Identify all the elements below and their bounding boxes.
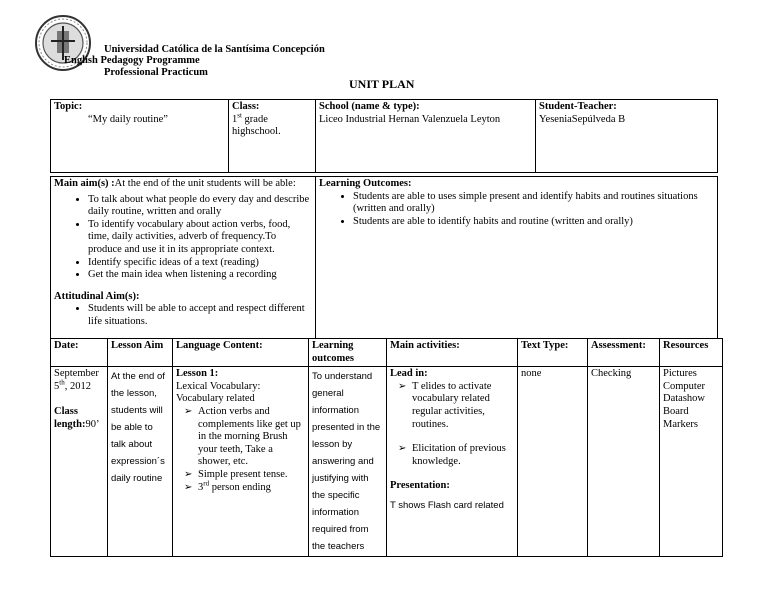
resource-item: Board xyxy=(663,405,689,417)
main-aim-item: • To identify vocabulary about action verbs, food, time, daily activities, adverb of frequency.To produce and use it in its appropriate context. xyxy=(88,219,312,257)
topic-value: “My daily routine” xyxy=(88,113,168,125)
attitudinal-aim-item: • Students will be able to accept and respect different life situations. xyxy=(88,303,312,328)
date-year: , 2012 xyxy=(64,380,91,392)
col-assessment: Assessment: xyxy=(591,340,646,351)
col-text-type: Text Type: xyxy=(521,340,569,351)
lead-in-item: ➢ T elides to activate vocabulary related regular activities, routines. xyxy=(412,381,514,431)
third-person-text: person ending xyxy=(209,481,271,493)
university-name: Universidad Católica de la Santísima Concepción xyxy=(104,44,325,55)
class-cell xyxy=(229,100,316,173)
school-value: Liceo Industrial Hernan Valenzuela Leyton xyxy=(319,113,501,125)
lead-in-item: ➢ Elicitation of previous knowledge. xyxy=(412,443,514,468)
main-aim-item: • Get the main idea when listening a recording xyxy=(88,269,312,282)
page-title: UNIT PLAN xyxy=(349,77,415,91)
text-type-cell: none xyxy=(518,367,588,557)
main-aim-text: At the end of the unit students will be able: xyxy=(114,178,296,189)
attitudinal-aim-label: Attitudinal Aim(s): xyxy=(54,290,140,302)
attitudinal-aim-list xyxy=(54,303,312,328)
lesson-aim-cell: At the end of the lesson, students will be able to talk about expression´s daily routine xyxy=(108,367,173,557)
col-lesson-aim: Lesson Aim xyxy=(111,340,164,351)
third-person-number: 3 xyxy=(198,481,204,493)
learning-outcomes-list xyxy=(319,191,714,229)
main-aim-list xyxy=(54,194,312,282)
presentation-text: T shows Flash card related xyxy=(390,499,504,511)
presentation-label: Presentation: xyxy=(390,480,450,492)
resource-item: Datashow xyxy=(663,393,705,405)
resource-item: Markers xyxy=(663,418,698,430)
learning-outcomes-cell xyxy=(316,177,718,339)
school-cell xyxy=(316,100,536,173)
language-item: ➢ Action verbs and complements like get up in the morning Brush your teeth, Take a shower, etc. xyxy=(198,406,305,469)
teacher-label: Student-Teacher: xyxy=(539,101,617,112)
programme-name: English Pedagogy Programme xyxy=(64,55,200,66)
col-resources: Resources xyxy=(663,340,709,351)
lead-in-list xyxy=(390,381,514,469)
school-label: School (name & type): xyxy=(319,101,420,112)
col-language-content: Language Content: xyxy=(176,340,263,351)
third-person-sup: rd xyxy=(203,479,210,488)
topic-cell xyxy=(51,100,229,173)
date-sup: th xyxy=(59,378,65,387)
class-number: 1 xyxy=(232,113,238,125)
learning-outcome-cell: To understand general information presented in the lesson by answering and justifying with the specific information required from the teachers xyxy=(309,367,387,557)
class-level: highschool. xyxy=(232,126,281,138)
assessment-cell: Checking xyxy=(588,367,660,557)
learning-outcomes-label: Learning Outcomes: xyxy=(319,178,412,189)
language-item: ➢ Simple present tense. xyxy=(198,469,305,482)
date-day: 5 xyxy=(54,380,60,392)
col-main-activities: Main activities: xyxy=(390,340,460,351)
teacher-value: YeseniaSepúlveda B xyxy=(539,113,626,125)
lesson-table xyxy=(50,338,723,557)
date-month: September xyxy=(54,368,99,380)
main-aim-label: Main aim(s) : xyxy=(54,178,115,189)
vocabulary-related: Vocabulary related xyxy=(176,393,255,405)
lead-in-label: Lead in: xyxy=(390,368,428,380)
main-activities-cell xyxy=(387,367,518,557)
resources-cell xyxy=(660,367,723,557)
resource-item: Computer xyxy=(663,380,705,392)
main-aim-item: • To talk about what people do every day and describe daily routine, written and orally xyxy=(88,194,312,219)
class-grade: grade xyxy=(241,113,268,125)
class-label: Class: xyxy=(232,101,260,112)
practicum-name: Professional Practicum xyxy=(104,67,208,78)
topic-label: Topic: xyxy=(54,101,83,112)
teacher-cell xyxy=(536,100,718,173)
learning-outcome-item: • Students are able to uses simple present and identify habits and routines situations (written and orally) xyxy=(353,191,714,216)
lesson-row xyxy=(51,367,723,557)
lesson-title: Lesson 1: xyxy=(176,368,219,380)
language-content-list xyxy=(176,406,305,494)
class-length-label: Class length: xyxy=(54,405,86,430)
language-item xyxy=(198,479,305,495)
col-learning-outcomes: Learning outcomes xyxy=(312,340,354,364)
date-cell xyxy=(51,367,108,557)
language-content-cell xyxy=(173,367,309,557)
lesson-header-row xyxy=(51,339,723,367)
main-aim-item: • Identify specific ideas of a text (reading) xyxy=(88,257,312,270)
main-aims-cell xyxy=(51,177,316,339)
learning-outcome-item: • Students are able to identify habits and routine (written and orally) xyxy=(353,216,714,229)
class-length-value: 90’ xyxy=(85,418,100,430)
resource-item: Pictures xyxy=(663,368,697,380)
aims-table xyxy=(50,176,718,339)
col-date: Date: xyxy=(54,340,79,351)
lexical-vocabulary: Lexical Vocabulary: xyxy=(176,380,261,392)
class-sup: st xyxy=(237,111,242,120)
topic-info-table xyxy=(50,99,718,173)
